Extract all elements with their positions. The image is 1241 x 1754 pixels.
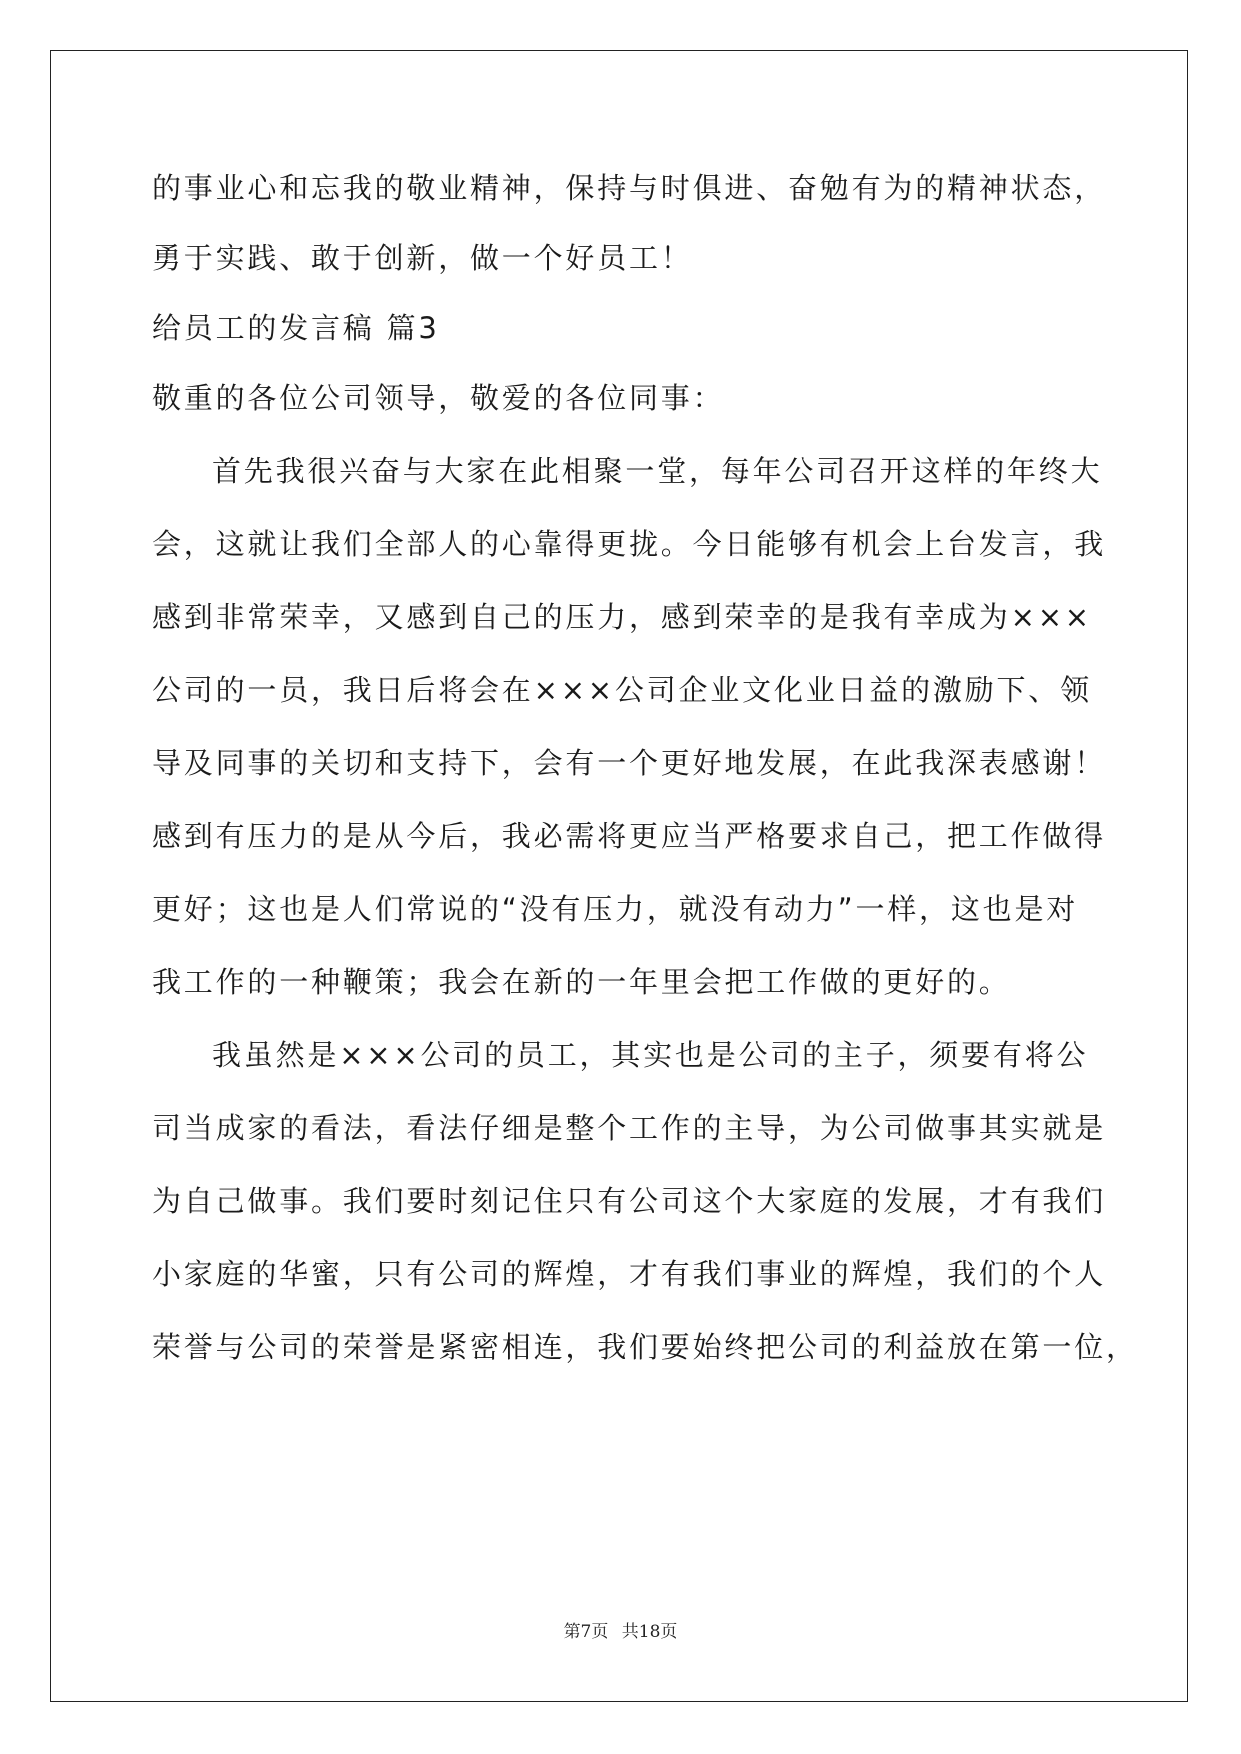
text-line: 我工作的一种鞭策；我会在新的一年里会把工作做的更好的。 bbox=[152, 965, 1011, 999]
text-line: 小家庭的华蜜，只有公司的辉煌，才有我们事业的辉煌，我们的个人 bbox=[152, 1257, 1107, 1291]
page-border bbox=[50, 50, 1188, 1702]
text-line: 为自己做事。我们要时刻记住只有公司这个大家庭的发展，才有我们 bbox=[152, 1184, 1107, 1218]
text-line: 感到非常荣幸，又感到自己的压力，感到荣幸的是我有幸成为××× bbox=[152, 600, 1092, 634]
salutation: 敬重的各位公司领导，敬爱的各位同事： bbox=[152, 381, 725, 415]
text-line: 导及同事的关切和支持下，会有一个更好地发展，在此我深表感谢！ bbox=[152, 746, 1107, 780]
text-line: 公司的一员，我日后将会在×××公司企业文化业日益的激励下、领 bbox=[152, 673, 1092, 707]
text-line: 司当成家的看法，看法仔细是整个工作的主导，为公司做事其实就是 bbox=[152, 1111, 1107, 1145]
text-line: 勇于实践、敢于创新，做一个好员工！ bbox=[152, 241, 693, 275]
page-total: 共18页 bbox=[621, 1622, 678, 1642]
text-line: 感到有压力的是从今后，我必需将更应当严格要求自己，把工作做得 bbox=[152, 819, 1107, 853]
page-footer bbox=[0, 1617, 1241, 1642]
text-line: 荣誉与公司的荣誉是紧密相连，我们要始终把公司的利益放在第一位， bbox=[152, 1330, 1138, 1364]
section-heading: 给员工的发言稿 篇3 bbox=[152, 311, 440, 345]
page-number: 第7页 bbox=[563, 1622, 609, 1642]
text-line: 更好；这也是人们常说的“没有压力，就没有动力”一样，这也是对 bbox=[152, 892, 1079, 926]
text-line: 会，这就让我们全部人的心靠得更拢。今日能够有机会上台发言，我 bbox=[152, 527, 1107, 561]
text-line: 的事业心和忘我的敬业精神，保持与时俱进、奋勉有为的精神状态， bbox=[152, 171, 1107, 205]
text-line: 首先我很兴奋与大家在此相聚一堂，每年公司召开这样的年终大 bbox=[212, 454, 1103, 488]
text-line: 我虽然是×××公司的员工，其实也是公司的主子，须要有将公 bbox=[212, 1038, 1089, 1072]
